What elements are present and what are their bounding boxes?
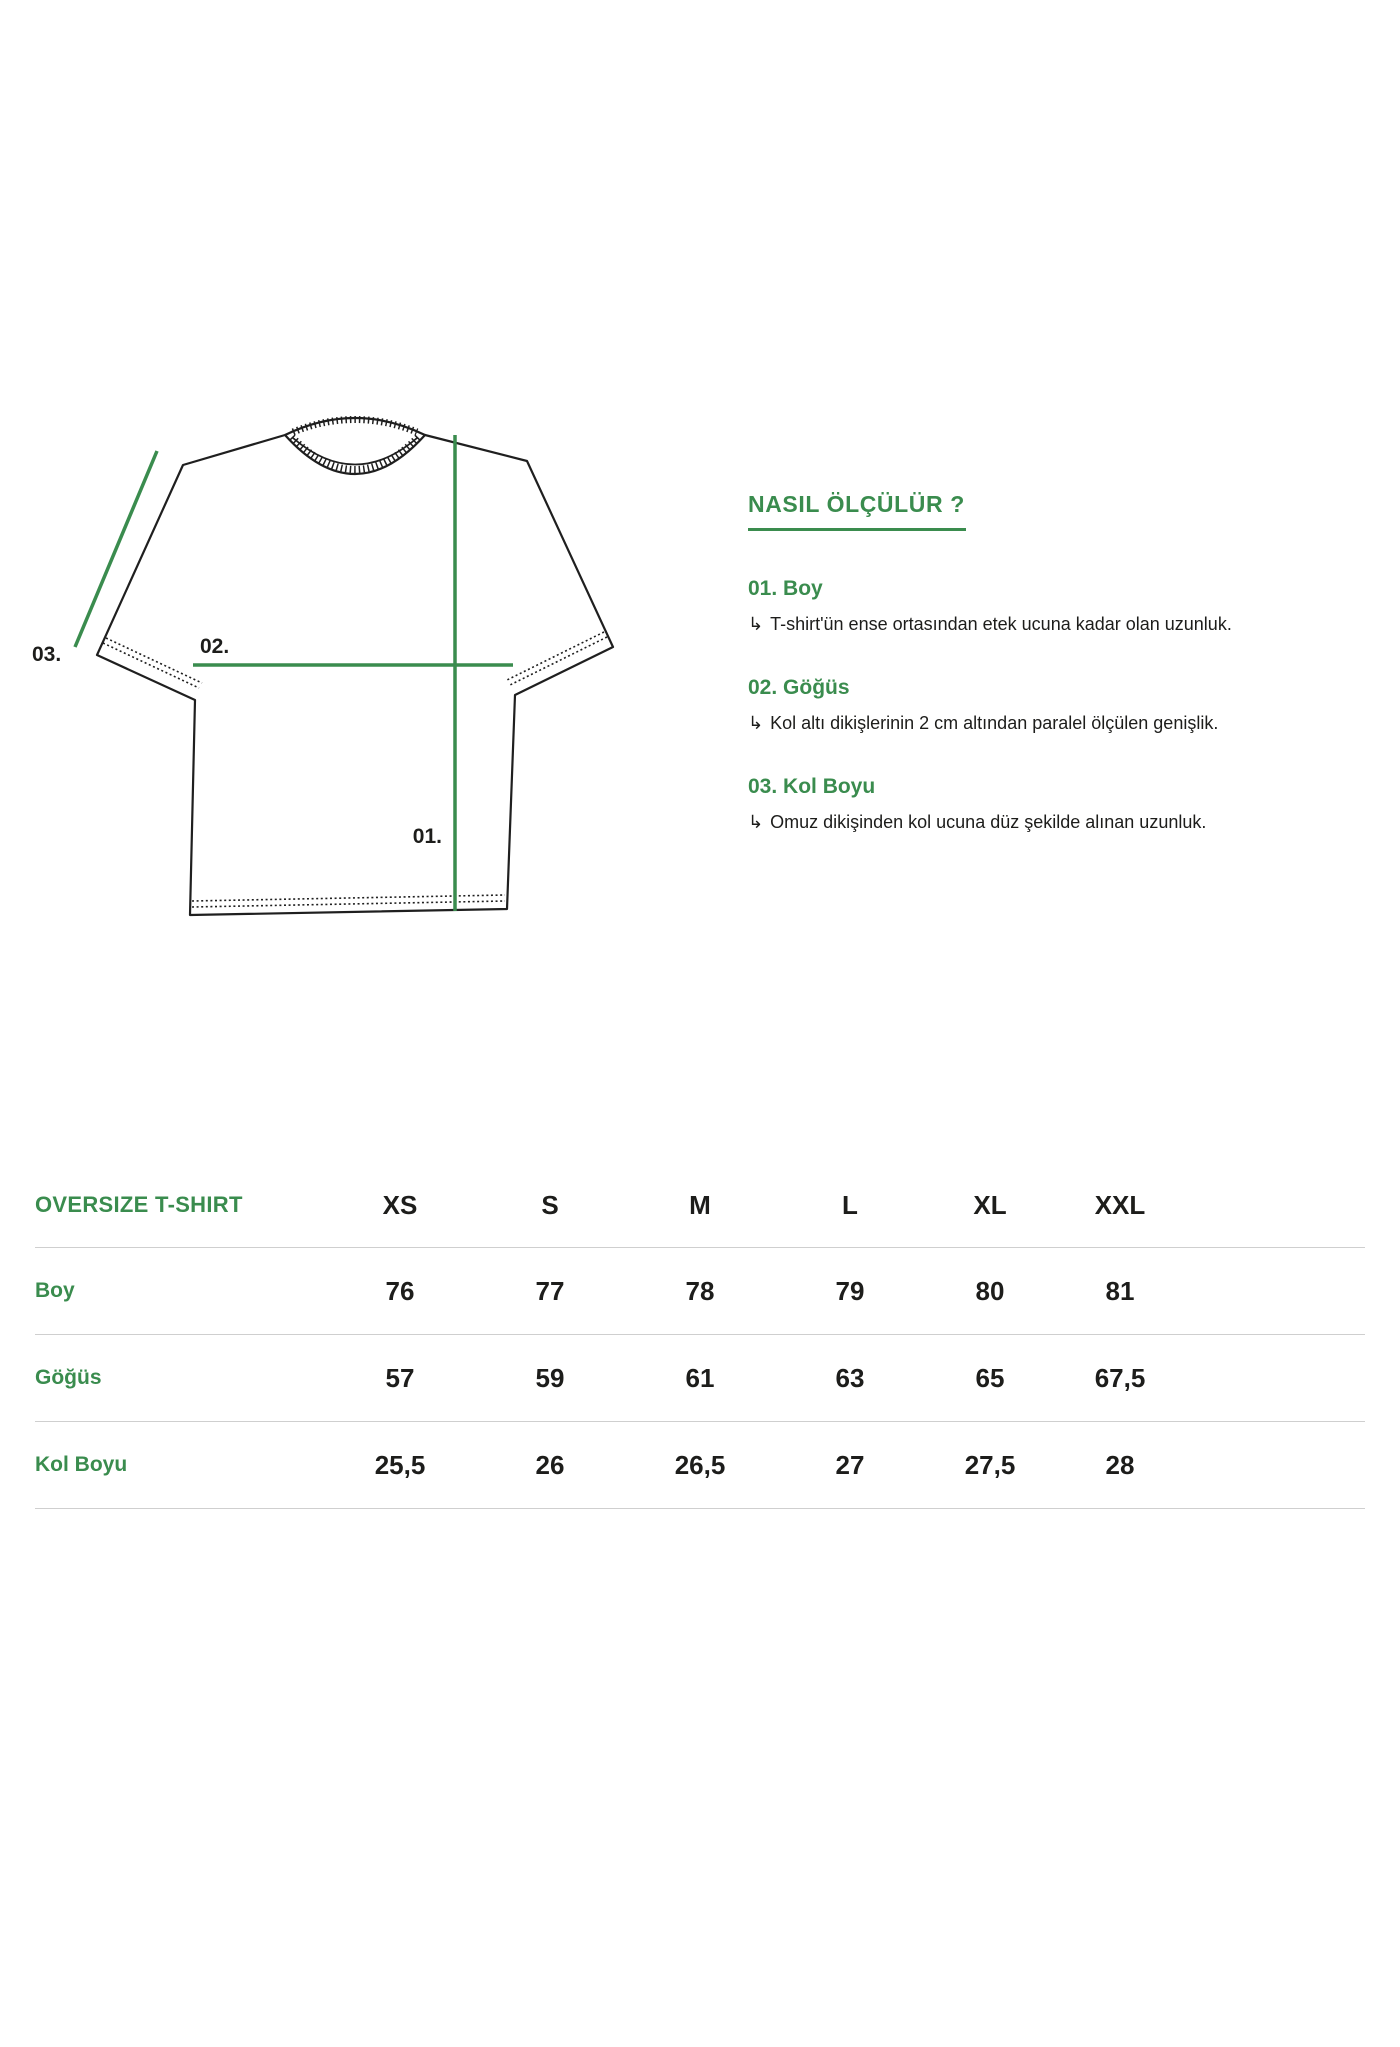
tshirt-diagram-svg [30,395,720,955]
table-row-gogus [35,1335,1365,1422]
measure-item-gogus [748,676,1348,735]
row-label: Göğüs [35,1366,102,1389]
tshirt-measurement-diagram [30,395,720,955]
cell-value: 80 [975,1275,1005,1306]
size-column-m: M [689,1189,711,1220]
size-column-xl: XL [973,1189,1007,1220]
row-label: Boy [35,1279,75,1302]
measure-item-text: T-shirt'ün ense ortasından etek ucuna kadar olan uzunluk. [770,614,1232,635]
measure-item-text: Omuz dikişinden kol ucuna düz şekilde alınan uzunluk. [770,811,1207,832]
size-column-l: L [842,1189,858,1220]
measure-item-text: Kol altı dikişlerinin 2 cm altından paralel ölçülen genişlik. [770,713,1219,734]
how-to-measure-section [748,492,1348,833]
cell-value: 59 [535,1362,565,1393]
cell-value: 26 [535,1449,565,1480]
product-label: OVERSIZE T-SHIRT [35,1192,243,1217]
cell-value: 79 [835,1275,865,1306]
measure-label-03: 03. [32,643,62,666]
measure-item-heading: 02. Göğüs [748,675,850,699]
arrow-icon: ↳ [748,811,764,832]
cell-value: 27,5 [964,1449,1016,1480]
size-table [35,1163,1365,1509]
measure-item-description [748,713,1348,735]
how-to-measure-title: NASIL ÖLÇÜLÜR ? [748,491,965,517]
measure-item-description [748,812,1348,834]
measure-item-heading: 01. Boy [748,577,823,601]
cell-value: 57 [385,1362,415,1393]
measure-item-description [748,614,1348,636]
cell-value: 67,5 [1094,1362,1146,1393]
tshirt-outline [97,435,613,915]
arrow-icon: ↳ [748,713,764,734]
measure-item-boy [748,577,1348,636]
row-label: Kol Boyu [35,1453,128,1476]
table-row-kol-boyu [35,1422,1365,1509]
cell-value: 77 [535,1275,565,1306]
cell-value: 61 [685,1362,715,1393]
size-table-header-row [35,1163,1365,1248]
cell-value: 63 [835,1362,865,1393]
title-underline [748,528,966,531]
size-column-xxl: XXL [1094,1189,1146,1220]
cell-value: 65 [975,1362,1005,1393]
cell-value: 26,5 [674,1449,726,1480]
cell-value: 76 [385,1275,415,1306]
collar-ribbing-back [293,420,417,433]
cell-value: 27 [835,1449,865,1480]
measure-item-heading: 03. Kol Boyu [748,774,876,798]
size-column-xs: XS [382,1189,418,1220]
arrow-icon: ↳ [748,614,764,635]
cell-value: 25,5 [374,1449,426,1480]
table-row-boy [35,1248,1365,1335]
size-column-s: S [541,1189,559,1220]
cell-value: 78 [685,1275,715,1306]
measure-label-01: 01. [412,825,442,848]
cell-value: 28 [1105,1449,1135,1480]
cell-value: 81 [1105,1275,1135,1306]
measure-label-02: 02. [200,635,230,658]
measure-item-kol-boyu [748,775,1348,834]
